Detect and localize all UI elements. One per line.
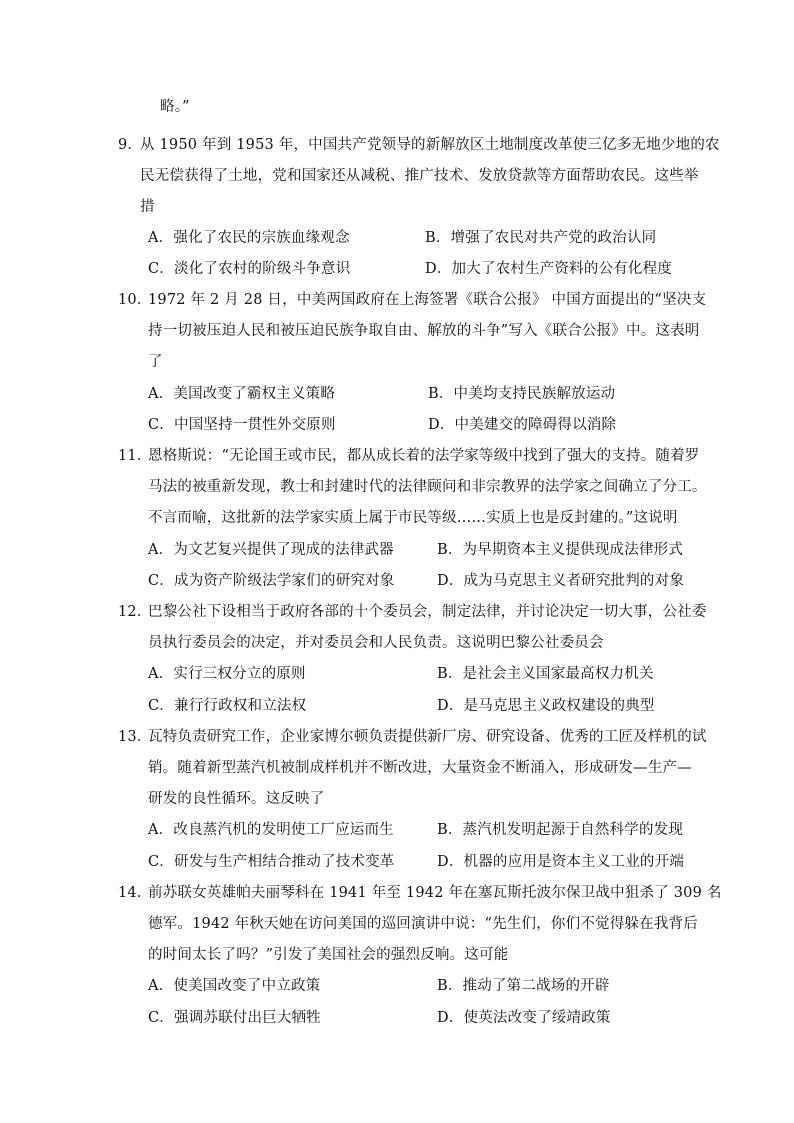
question-text-line: 不言而喻，这批新的法学家实质上属于市民等级……实质上也是反封建的。”这说明 <box>148 510 678 526</box>
option-c[interactable]: C．强调苏联付出巨大牺牲 <box>148 1010 321 1026</box>
question-text-line: 马法的被重新发现，教士和封建时代的法律顾问和非宗教界的法学家之间确立了分工。 <box>148 479 707 495</box>
question-number: 9． <box>118 137 143 153</box>
option-a[interactable]: A．使美国改变了中立政策 <box>148 978 321 994</box>
question-text-line: 措 <box>140 199 155 215</box>
option-a[interactable]: A．改良蒸汽机的发明使工厂应运而生 <box>148 822 394 838</box>
option-d[interactable]: D．成为马克思主义者研究批判的对象 <box>437 573 685 589</box>
question-text-line: 前苏联女英雄帕夫丽琴科在 1941 年至 1942 年在塞瓦斯托波尔保卫战中狙杀了 309 名 <box>148 885 722 901</box>
question-text-line: 持一切被压迫人民和被压迫民族争取自由、解放的斗争”写入《联合公报》中。这表明 <box>148 323 700 339</box>
option-c[interactable]: C．兼行行政权和立法权 <box>148 698 307 714</box>
question-number: 12． <box>118 604 152 620</box>
option-a[interactable]: A．强化了农民的宗族血缘观念 <box>148 230 350 246</box>
question-number: 10． <box>118 292 152 308</box>
question-text-line: 员执行委员会的决定，并对委员会和人民负责。这说明巴黎公社委员会 <box>148 635 604 651</box>
option-b[interactable]: B．为早期资本主义提供现成法律形式 <box>437 542 684 558</box>
option-d[interactable]: D．使英法改变了绥靖政策 <box>437 1010 611 1026</box>
question-text-line: 巴黎公社下设相当于政府各部的十个委员会，制定法律，并讨论决定一切大事，公社委 <box>148 604 707 620</box>
option-b[interactable]: B．是社会主义国家最高权力机关 <box>437 666 654 682</box>
option-a[interactable]: A．实行三权分立的原则 <box>148 666 306 682</box>
question-text-line: 从 1950 年到 1953 年，中国共产党领导的新解放区土地制度改革使三亿多无地少地的农 <box>140 137 720 153</box>
question-number: 13． <box>118 729 152 745</box>
question-text-line: 1972 年 2 月 28 日，中美两国政府在上海签署《联合公报》 中国方面提出的“坚决支 <box>148 292 707 308</box>
question-number: 11． <box>118 448 152 464</box>
question-text-line: 瓦特负责研究工作，企业家博尔顿负责提供新厂房、研究设备、优秀的工匠及样机的试 <box>148 729 707 745</box>
option-c[interactable]: C．中国坚持一贯性外交原则 <box>148 417 336 433</box>
continuation-text: 略。” <box>160 99 190 115</box>
question-text-line: 销。随着新型蒸汽机被制成样机并不断改进，大量资金不断涌入，形成研发—生产— <box>148 760 692 776</box>
option-c[interactable]: C．成为资产阶级法学家们的研究对象 <box>148 573 395 589</box>
option-d[interactable]: D．中美建交的障碍得以消除 <box>428 417 617 433</box>
option-c[interactable]: C．研发与生产相结合推动了技术变革 <box>148 854 395 870</box>
option-c[interactable]: C．淡化了农村的阶级斗争意识 <box>148 261 351 277</box>
question-text-line: 的时间太长了吗？”引发了美国社会的强烈反响。这可能 <box>148 947 509 963</box>
question-text-line: 研发的良性循环。这反映了 <box>148 791 325 807</box>
question-text-line: 民无偿获得了土地，党和国家还从减税、推广技术、发放贷款等方面帮助农民。这些举 <box>140 168 699 184</box>
question-text-line: 德军。1942 年秋天她在访问美国的巡回演讲中说：“先生们，你们不觉得躲在我背后 <box>148 916 698 932</box>
option-d[interactable]: D．加大了农村生产资料的公有化程度 <box>425 261 673 277</box>
option-d[interactable]: D．机器的应用是资本主义工业的开端 <box>437 854 685 870</box>
question-text-line: 恩格斯说：“无论国王或市民，都从成长着的法学家等级中找到了强大的支持。随着罗 <box>148 448 700 464</box>
option-d[interactable]: D．是马克思主义政权建设的典型 <box>437 698 655 714</box>
option-b[interactable]: B．推动了第二战场的开辟 <box>437 978 610 994</box>
option-b[interactable]: B．中美均支持民族解放运动 <box>428 386 616 402</box>
option-a[interactable]: A．美国改变了霸权主义策略 <box>148 386 336 402</box>
question-text-line: 了 <box>148 354 163 370</box>
option-b[interactable]: B．蒸汽机发明起源于自然科学的发现 <box>437 822 684 838</box>
option-b[interactable]: B．增强了农民对共产党的政治认同 <box>425 230 657 246</box>
question-number: 14． <box>118 885 152 901</box>
option-a[interactable]: A．为文艺复兴提供了现成的法律武器 <box>148 542 394 558</box>
